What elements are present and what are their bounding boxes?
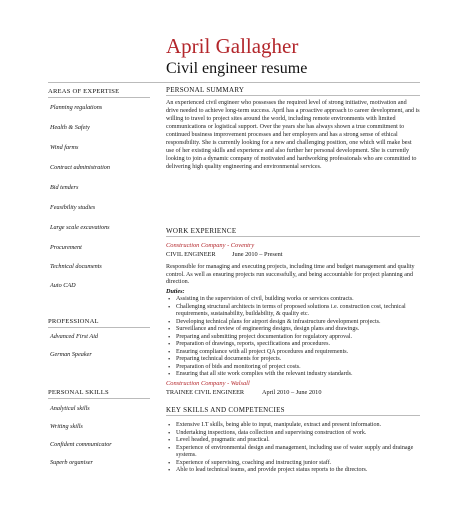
summary-text: An experienced civil engineer who possesses the required level of strong initiative, motivation and drive needed to achieve long-term success. April has a proactive approach to career development, and is willing to travel to project sites around the world, including remote environments with limited communications or logistical support. Over the years she has always shown a true commitment to continued business improvement processes and her employers and has a strong sense of ethical responsibility. She is currently looking for a new and challenging position, one which will make best use of her existing skills and experience and also further her personal development. She is currently looking to join a dynamic company of motivated and hardworking professionals who are committed to delivering high quality engineering and environmental services.	[166, 100, 420, 170]
skills-heading: KEY SKILLS AND COMPETENCIES	[166, 406, 285, 414]
expertise-item: Auto CAD	[50, 282, 76, 289]
skill-item: • Experience of environmental design and management, including use of water supply and drainage systems.	[168, 444, 414, 459]
skill-item: • Undertaking inspections, data collection and supervising construction of work.	[168, 429, 367, 437]
personal-skills-heading: PERSONAL SKILLS	[48, 389, 109, 396]
expertise-item: Large scale excavations	[50, 224, 110, 231]
personal-skill-item: Analytical skills	[50, 405, 90, 412]
bullet-icon: •	[168, 326, 171, 334]
bullet-icon: •	[168, 303, 171, 311]
job-description: Responsible for managing and executing projects, including time and budget management and quality control. As well as ensuring projects run successfully, and being accountable for project planning and direction.	[166, 264, 415, 286]
skill-item: • Experience of supervising, coaching and instructing junior staff.	[168, 459, 332, 467]
personal-skill-item: Superb organiser	[50, 459, 93, 466]
skill-item: • Able to lead technical teams, and provide project status reports to the directors.	[168, 467, 368, 475]
job-role: TRAINEE CIVIL ENGINEER	[166, 389, 245, 396]
duty-item: • Preparing technical documents for projects.	[168, 356, 282, 364]
expertise-item: Feasibility studies	[50, 204, 96, 211]
job-dates: April 2010 – June 2010	[262, 389, 322, 396]
duty-item: • Ensuring compliance with all project QA procedures and requirements.	[168, 348, 349, 356]
duty-item: • Ensuring that all site work complies with the relevant industry standards.	[168, 371, 353, 379]
bullet-icon: •	[168, 296, 171, 303]
professional-item: Advanced First Aid	[50, 333, 99, 340]
personal-skills-divider	[48, 398, 150, 399]
duty-item: • Preparing and submitting project documentation for regulatory approval.	[168, 333, 352, 341]
job-dates: June 2010 – Present	[232, 251, 283, 258]
expertise-item: Health & Safety	[50, 124, 90, 131]
duties-list	[166, 296, 420, 379]
bullet-icon: •	[168, 444, 171, 452]
job-role-line	[166, 389, 420, 396]
bullet-icon: •	[168, 363, 171, 371]
job-role-line	[166, 251, 420, 258]
bullet-icon: •	[168, 348, 171, 356]
personal-skill-item: Writing skills	[50, 423, 83, 430]
bullet-icon: •	[168, 356, 171, 364]
expertise-item: Planning regulations	[50, 104, 103, 111]
experience-divider	[166, 236, 420, 237]
expertise-item: Bid tenders	[50, 184, 79, 191]
duty-item: • Preparation of drawings, reports, specifications and procedures.	[168, 341, 330, 349]
candidate-name: April Gallagher	[166, 34, 299, 58]
bullet-icon: •	[168, 437, 171, 445]
duty-item: • Assisting in the supervision of civil, building works or services contracts.	[168, 296, 354, 303]
expertise-item: Procurement	[50, 244, 82, 251]
duty-item: • Surveillance and review of engineering designs, design plans and drawings.	[168, 326, 360, 334]
duty-item: • Preparation of bids and monitoring of project costs.	[168, 363, 301, 371]
skill-item: • Level headed, pragmatic and practical.	[168, 437, 270, 445]
personal-skill-item: Confident communicator	[50, 441, 112, 448]
expertise-item: Technical documents	[50, 263, 102, 270]
skills-list	[166, 422, 420, 475]
expertise-heading: AREAS OF EXPERTISE	[48, 88, 120, 95]
header-divider	[48, 82, 420, 83]
duty-item: • Developing technical plans for airport design & infrastructure development projects.	[168, 318, 381, 326]
bullet-icon: •	[168, 371, 171, 379]
expertise-item: Contract administration	[50, 164, 110, 171]
bullet-icon: •	[168, 318, 171, 326]
duties-label: Duties:	[166, 288, 185, 295]
duty-item: • Challenging structural architects in terms of proposed solutions i.e. construction cost, technical requirements, sustainability, buildability, & quality etc.	[168, 303, 406, 318]
professional-divider	[48, 327, 150, 328]
document-title: Civil engineer resume	[166, 60, 308, 77]
bullet-icon: •	[168, 422, 171, 429]
skill-item: • Extensive I.T skills, being able to input, manipulate, extract and present information.	[168, 422, 382, 429]
job-role: CIVIL ENGINEER	[166, 251, 216, 258]
bullet-icon: •	[168, 429, 171, 437]
bullet-icon: •	[168, 333, 171, 341]
summary-heading: PERSONAL SUMMARY	[166, 86, 245, 94]
experience-heading: WORK EXPERIENCE	[166, 227, 237, 235]
bullet-icon: •	[168, 341, 171, 349]
job-company: Construction Company - Walsall	[166, 380, 250, 387]
professional-item: German Speaker	[50, 351, 92, 358]
bullet-icon: •	[168, 459, 171, 467]
bullet-icon: •	[168, 467, 171, 475]
skills-divider	[166, 415, 420, 416]
expertise-item: Wind farms	[50, 144, 79, 151]
job-company: Construction Company - Coventry	[166, 242, 255, 249]
summary-divider	[166, 95, 420, 96]
professional-heading: PROFESSIONAL	[48, 318, 99, 325]
expertise-divider	[48, 97, 150, 98]
